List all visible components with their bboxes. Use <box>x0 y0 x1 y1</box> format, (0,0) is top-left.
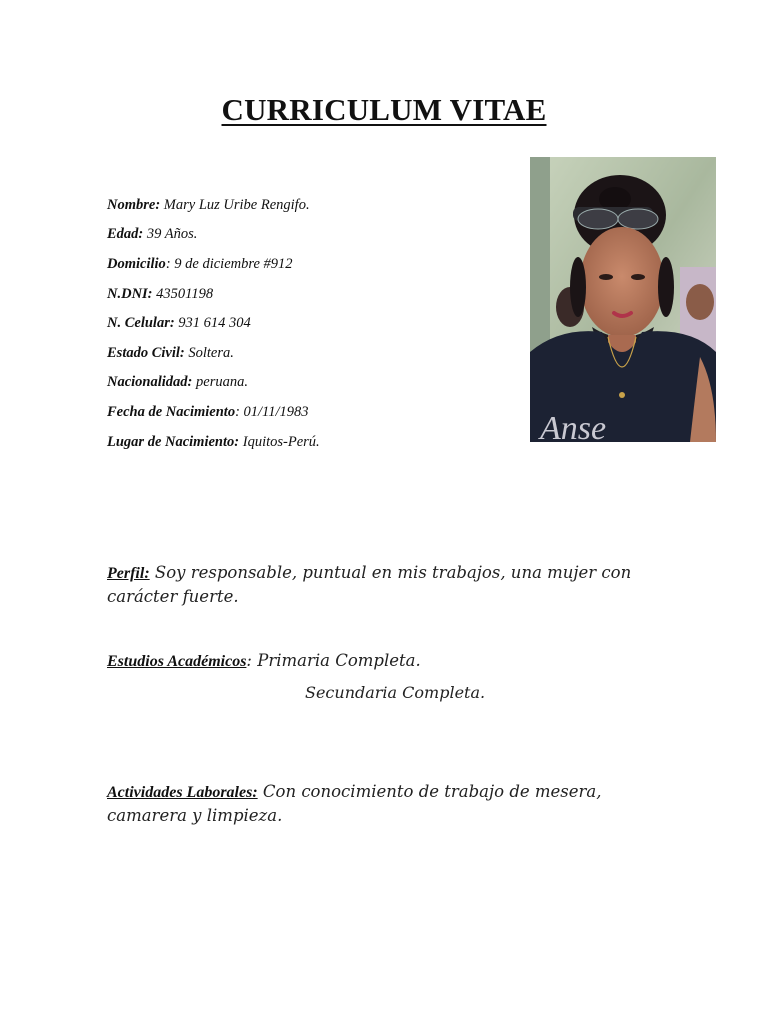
estudios-text: : Primaria Completa. <box>246 651 421 670</box>
info-row-dni <box>107 286 213 303</box>
info-label: Estado Civil: <box>107 345 185 361</box>
info-row-edad <box>107 226 197 243</box>
info-label: N. Celular: <box>107 315 175 331</box>
info-value: peruana. <box>192 374 248 390</box>
info-label: Fecha de Nacimiento <box>107 404 236 420</box>
info-value: 43501198 <box>152 286 214 302</box>
info-label: Nacionalidad: <box>107 374 193 390</box>
info-value: Soltera. <box>184 345 234 361</box>
perfil-paragraph <box>107 561 667 608</box>
info-label: Edad: <box>107 226 144 242</box>
info-row-estado-civil <box>107 345 234 362</box>
estudios-heading: Estudios Académicos <box>107 653 247 670</box>
info-value: : 9 de diciembre #912 <box>165 256 293 272</box>
info-label: Domicilio <box>107 256 166 272</box>
info-row-lugar-nacimiento <box>107 434 320 451</box>
info-value: 39 Años. <box>143 226 198 242</box>
info-value: 931 614 304 <box>174 315 251 331</box>
actividades-heading: Actividades Laborales: <box>107 784 258 801</box>
perfil-text: Soy responsable, puntual en mis trabajos, una mujer con carácter fuerte. <box>107 563 632 606</box>
estudios-paragraph <box>107 649 667 673</box>
info-row-celular <box>107 315 251 332</box>
info-value: Mary Luz Uribe Rengifo. <box>160 197 310 213</box>
info-row-nacionalidad <box>107 374 248 391</box>
info-row-domicilio <box>107 256 293 273</box>
info-value: Iquitos-Perú. <box>239 434 320 450</box>
svg-text:Anse: Anse <box>540 410 607 442</box>
info-label: N.DNI: <box>107 286 153 302</box>
actividades-paragraph <box>107 780 667 827</box>
info-value: : 01/11/1983 <box>235 404 309 420</box>
info-label: Lugar de Nacimiento: <box>107 434 240 450</box>
info-label: Nombre: <box>107 197 161 213</box>
page-title: CURRICULUM VITAE <box>221 92 547 127</box>
info-row-fecha-nacimiento <box>107 404 309 421</box>
estudios-second-line: Secundaria Completa. <box>305 683 486 702</box>
info-row-nombre <box>107 197 310 214</box>
profile-photo <box>530 157 716 442</box>
perfil-heading: Perfil: <box>107 565 150 582</box>
actividades-text: Con conocimiento de trabajo de mesera, camarera y limpieza. <box>107 782 602 825</box>
